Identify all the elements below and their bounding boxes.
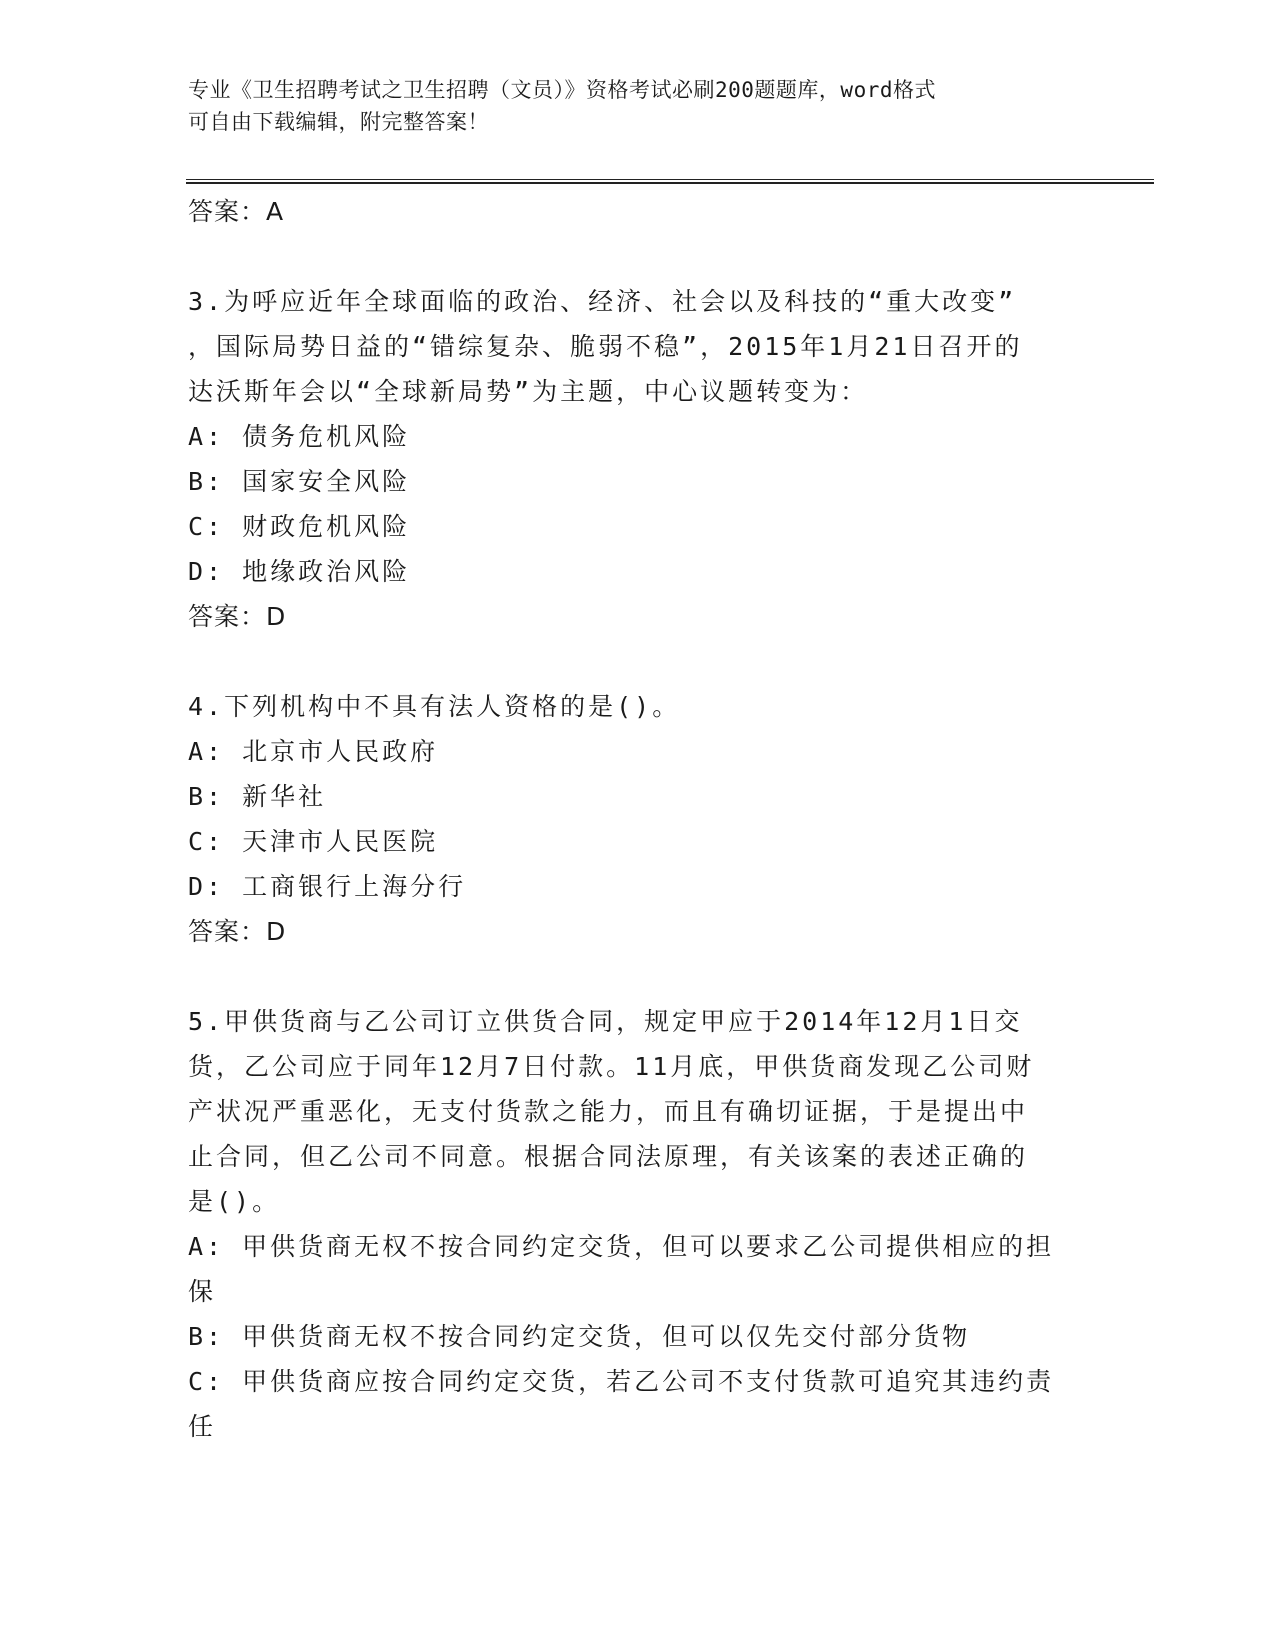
document-body: [188, 189, 1088, 1449]
option-a-continued: 保: [188, 1277, 217, 1306]
option-d: D: 工商银行上海分行: [188, 872, 467, 901]
header-divider: [186, 179, 1154, 184]
question-text: 货，乙公司应于同年12月7日付款。11月底，甲供货商发现乙公司财: [188, 1052, 1035, 1081]
answer-line: 答案：D: [188, 917, 287, 946]
question-text: 4.下列机构中不具有法人资格的是()。: [188, 692, 681, 721]
header-line-1: 专业《卫生招聘考试之卫生招聘（文员）》资格考试必刷200题题库，word格式: [188, 78, 936, 102]
spacer: [188, 234, 1088, 279]
question-text: 达沃斯年会以“全球新局势”为主题，中心议题转变为：: [188, 377, 869, 406]
question-text: 是()。: [188, 1187, 281, 1216]
question-block: [188, 279, 1088, 639]
option-d: D: 地缘政治风险: [188, 557, 411, 586]
option-a: A: 北京市人民政府: [188, 737, 439, 766]
option-c-continued: 任: [188, 1412, 217, 1441]
answer-line: 答案：A: [188, 197, 285, 226]
question-block: [188, 999, 1088, 1449]
option-c: C: 财政危机风险: [188, 512, 411, 541]
question-text: 5.甲供货商与乙公司订立供货合同，规定甲应于2014年12月1日交: [188, 1007, 1023, 1036]
option-a: A: 甲供货商无权不按合同约定交货，但可以要求乙公司提供相应的担: [188, 1232, 1055, 1261]
option-b: B: 新华社: [188, 782, 327, 811]
question-text: 3.为呼应近年全球面临的政治、经济、社会以及科技的“重大改变”: [188, 287, 1017, 316]
question-block: [188, 684, 1088, 954]
spacer: [188, 639, 1088, 684]
spacer: [188, 954, 1088, 999]
option-c: C: 天津市人民医院: [188, 827, 439, 856]
option-b: B: 国家安全风险: [188, 467, 411, 496]
answer-line: 答案：D: [188, 602, 287, 631]
question-text: 止合同，但乙公司不同意。根据合同法原理，有关该案的表述正确的: [188, 1142, 1029, 1171]
header-line-2: 可自由下载编辑，附完整答案！: [188, 110, 489, 134]
document-header: [188, 74, 1088, 138]
option-c: C: 甲供货商应按合同约定交货，若乙公司不支付货款可追究其违约责: [188, 1367, 1055, 1396]
question-text: 产状况严重恶化，无支付货款之能力，而且有确切证据，于是提出中: [188, 1097, 1029, 1126]
option-a: A: 债务危机风险: [188, 422, 411, 451]
question-text: ，国际局势日益的“错综复杂、脆弱不稳”，2015年1月21日召开的: [188, 332, 1023, 361]
option-b: B: 甲供货商无权不按合同约定交货，但可以仅先交付部分货物: [188, 1322, 971, 1351]
